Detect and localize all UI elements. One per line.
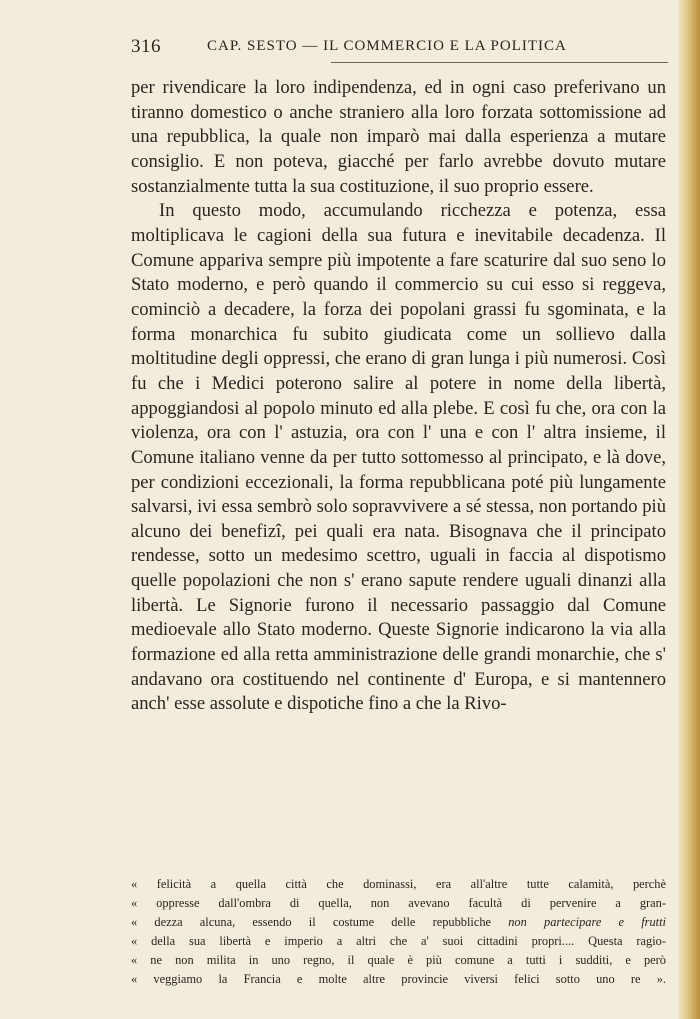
footnote-text: « dezza alcuna, essendo il costume delle repubbliche [131, 915, 509, 929]
running-title: CAP. SESTO — IL COMMERCIO E LA POLITICA [207, 38, 567, 54]
footnote-italic-text: non partecipare e frutti [508, 915, 666, 929]
header-rule [331, 62, 668, 63]
paragraph: In questo modo, accumulando ricchezza e potenza, essa moltiplicava le cagioni della sua futura e inevitabile decadenza. Il Comune appariva sempre più impotente a fare scaturire dal suo seno lo Stato moderno, e però quando il commercio su cui esso si reggeva, cominciò a decadere, la forza dei popolani grassi fu sgominata, e la forma monarchica fu subito giudicata come un sollievo dalla moltitudine degli oppressi, che erano di gran lunga i più numerosi. Così fu che i Medici poterono salire al potere in nome della libertà, appoggiandosi al popolo minuto ed alla plebe. E così fu che, ora con la violenza, ora con l' astuzia, ora con l' una e con l' altra insieme, il Comune italiano venne da per tutto sottomesso al principato, e là dove, per condizioni eccezionali, la forma repubblicana poté più lungamente salvarsi, ivi essa sembrò solo sopravvivere a sé stessa, non portando più alcuno dei benefizî, pei quali era nata. Bisognava che il principato rendesse, sotto un medesimo scettro, uguali in faccia al dispotismo quelle popolazioni che non s' erano sapute rendere uguali dinanzi alla libertà. Le Signorie furono il necessario passaggio dal Comune medioevale allo Stato moderno. Queste Signorie indicarono la via alla formazione ed alla retta amministrazione delle grandi monarchie, che s' andavano ora costituendo nel continente d' Europa, e si mantennero anch' esse assolute e dispotiche fino a che la Rivo- [131, 200, 666, 715]
footnote-line: « felicità a quella città che dominassi, era all'altre tutte calamità, perchè [131, 877, 666, 891]
footnote-block [131, 875, 666, 989]
body-text [131, 76, 666, 717]
footnote-line: « ne non milita in uno regno, il quale è più comune a tutti i sudditi, e però [131, 953, 666, 967]
page-edge [678, 0, 700, 1019]
page-header [131, 33, 668, 59]
paragraph: per rivendicare la loro indipendenza, ed in ogni caso preferivano un tiranno domestico o anche straniero alla loro forzata sottomissione ad una repubblica, la quale non imparò mai dalla esperienza a mutare consiglio. E non poteva, giacché per farlo avrebbe dovuto mutare sostanzialmente tutta la sua costituzione, il suo proprio essere. [131, 77, 666, 197]
footnote-line [131, 913, 666, 932]
footnote-line: « della sua libertà e imperio a altri che a' suoi cittadini propri.... Questa ragio- [131, 934, 666, 948]
footnote-line: « oppresse dall'ombra di quella, non avevano facultà di pervenire a gran- [131, 896, 666, 910]
page-number: 316 [131, 36, 161, 57]
footnote-line: « veggiamo la Francia e molte altre provincie viversi felici sotto uno re ». [131, 972, 666, 986]
